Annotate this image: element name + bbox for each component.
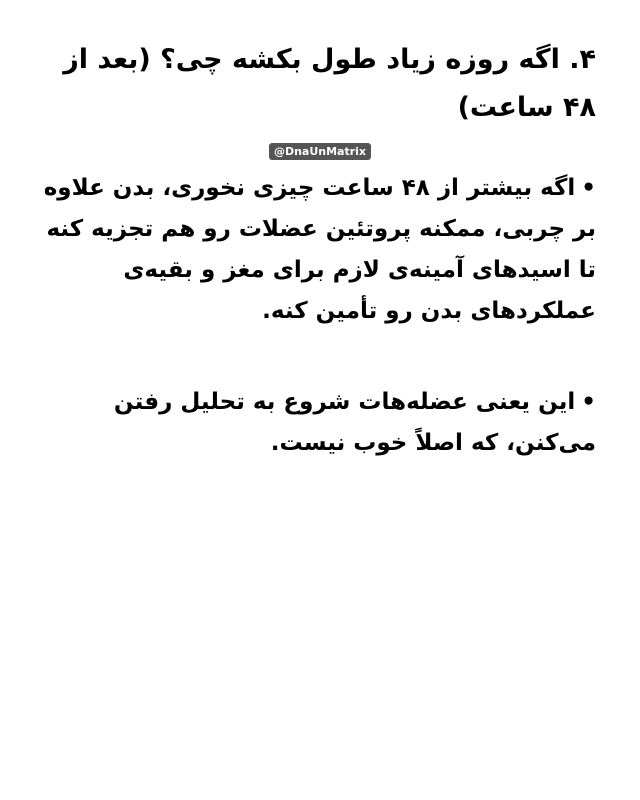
bullet-icon: •: [581, 389, 596, 415]
paragraph-muscle-loss: [36, 382, 596, 464]
paragraph-muscle-breakdown: [36, 168, 596, 332]
paragraph-text: اگه بیشتر از ۴۸ ساعت چیزی نخوری، بدن علاوه بر چربی، ممکنه پروتئین عضلات رو هم تجزیه کنه تا اسیدهای آمینه‌ی لازم برای مغز و بقیه‌ی عملکردهای بدن رو تأمین کنه.: [43, 175, 596, 324]
watermark-container: [0, 140, 640, 160]
paragraph-text: این یعنی عضله‌هات شروع به تحلیل رفتن می‌کنن، که اصلاً خوب نیست.: [113, 389, 596, 456]
bullet-icon: •: [581, 175, 596, 201]
section-heading: ۴. اگه روزه زیاد طول بکشه چی؟ (بعد از ۴۸ ساعت): [63, 44, 596, 123]
watermark-handle: @DnaUnMatrix: [269, 143, 371, 160]
